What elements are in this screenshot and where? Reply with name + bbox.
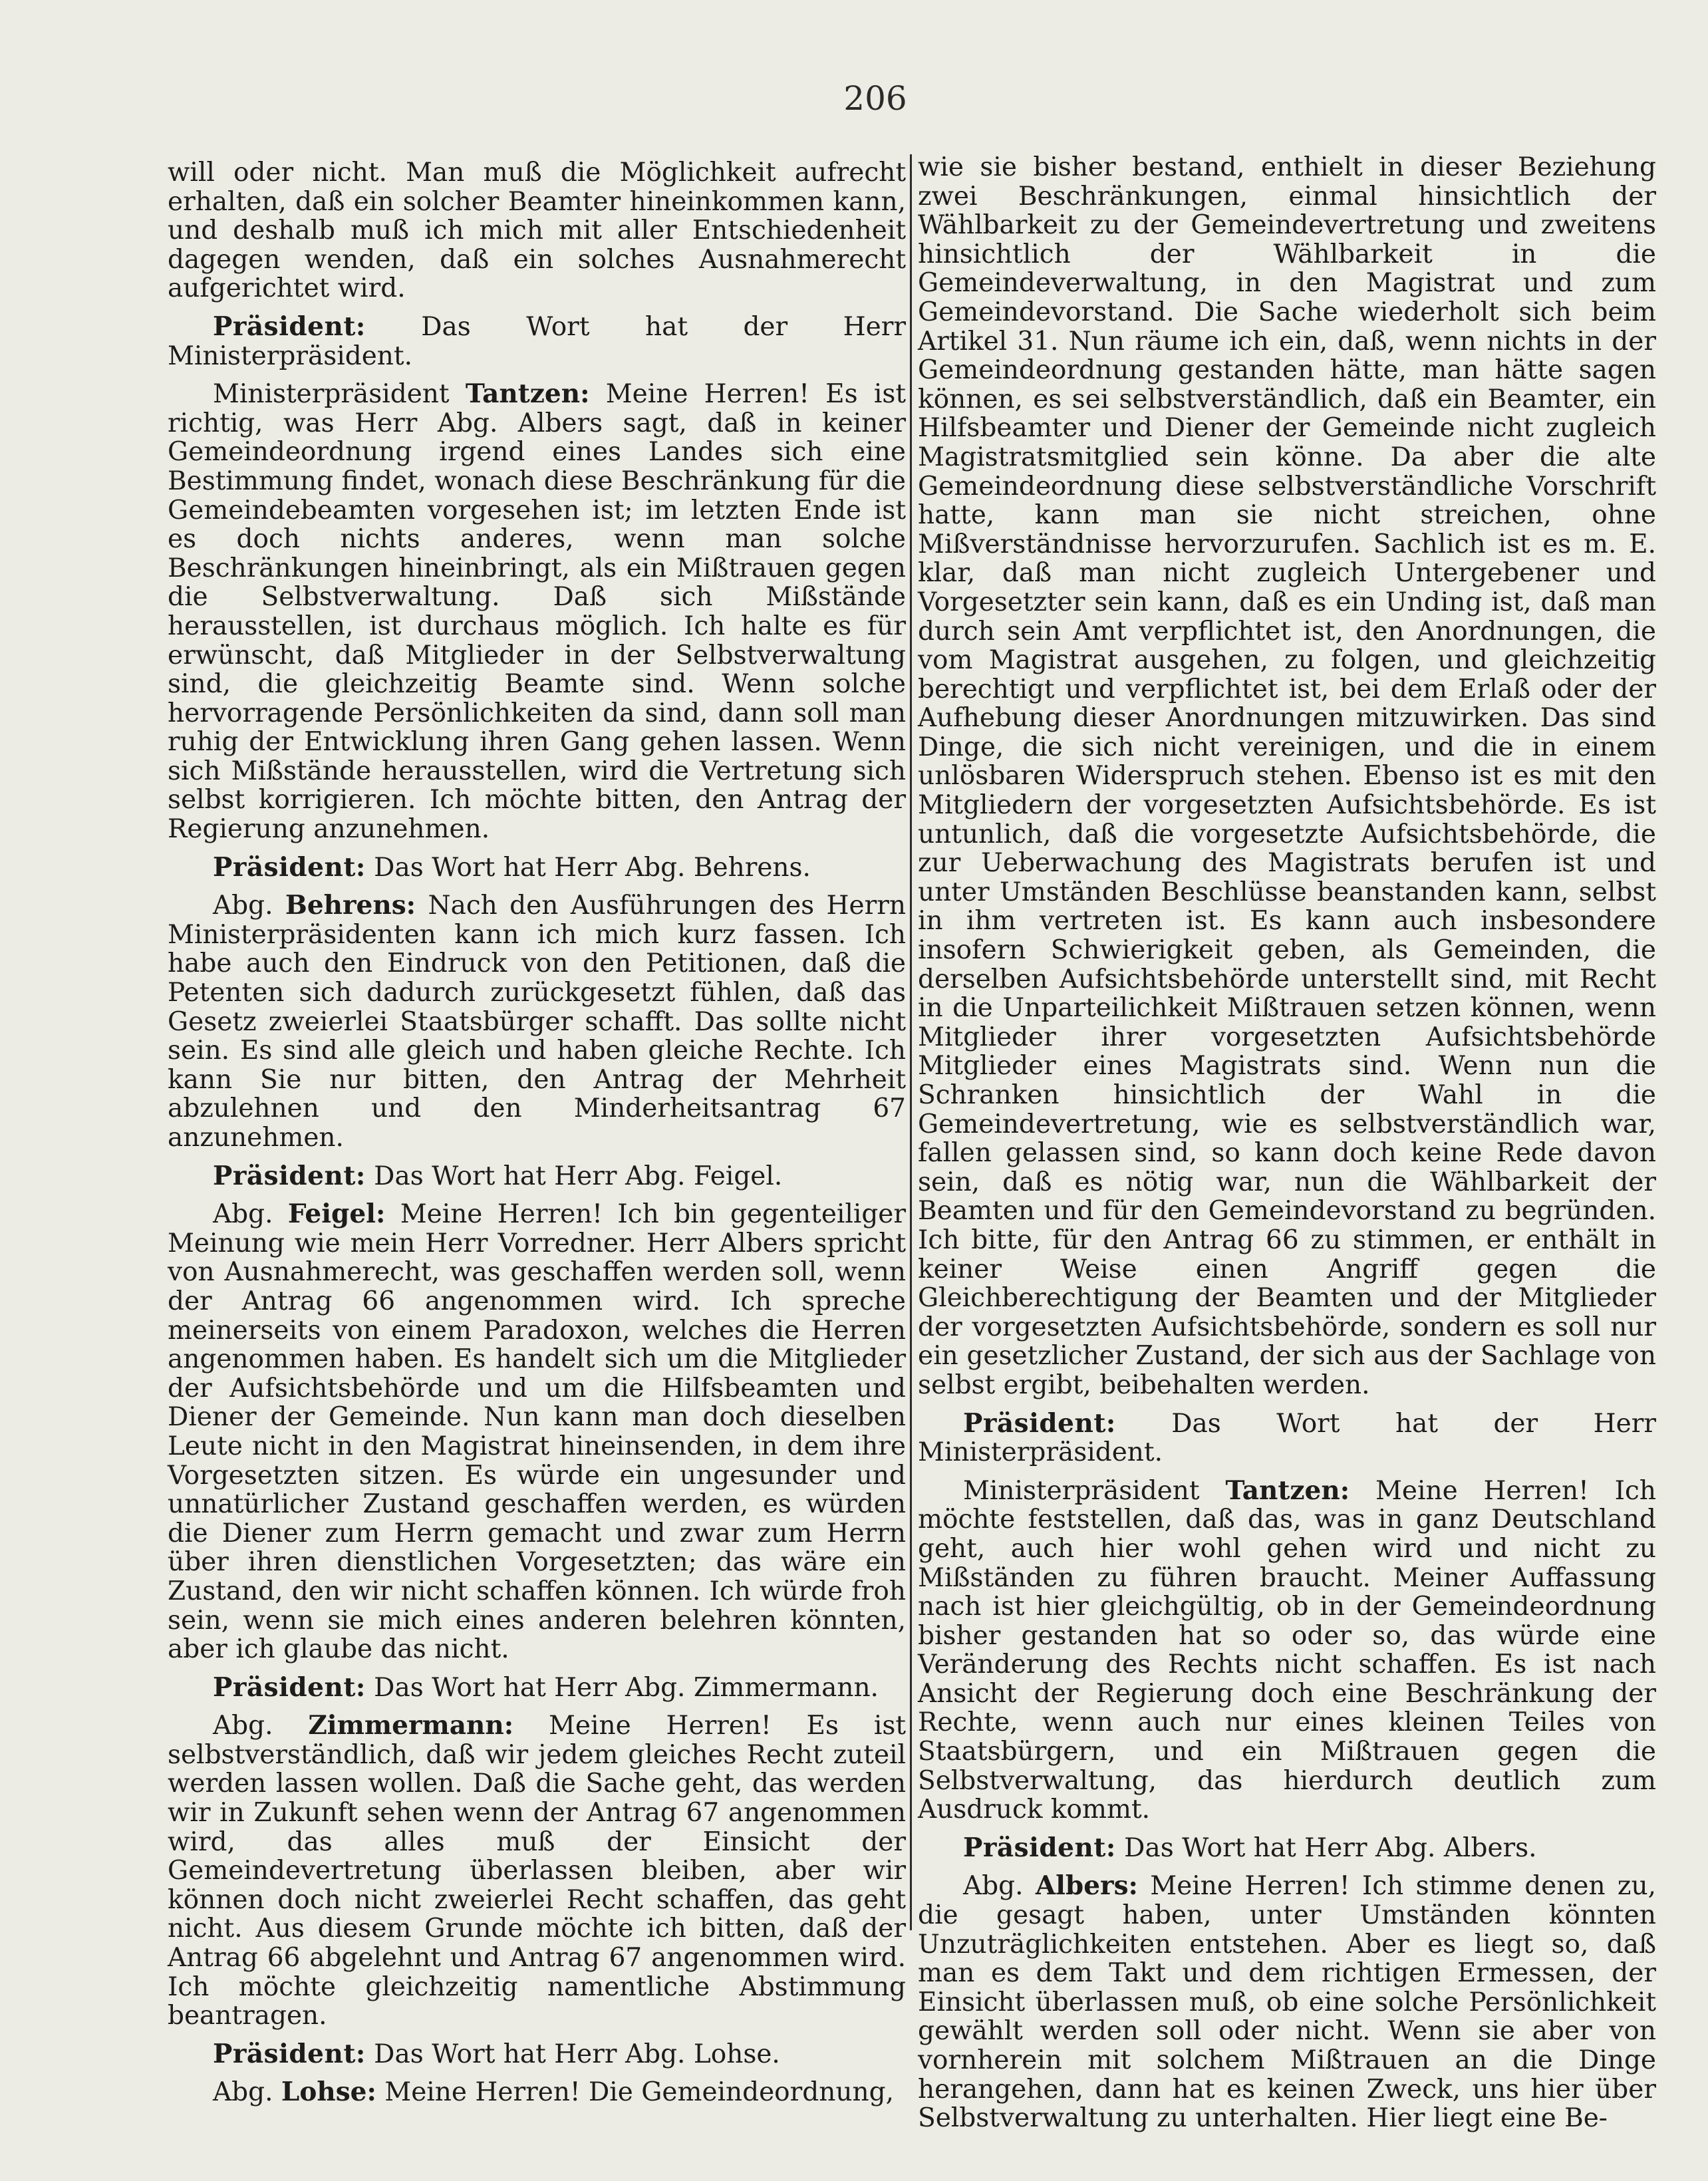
speech-paragraph: Ministerpräsident Tantzen: Meine Herren! Es ist richtig, was Herr Abg. Albers sagt, daß in keiner Gemeindeordnung irgend eines Landes sich eine Bestimmung findet, wonach diese Beschränkung für die Gemeindebeamten vorgesehen ist; im letzten Ende ist es doch nichts anderes, wenn man solche Beschränkungen hineinbringt, als ein Mißtrauen gegen die Selbstverwaltung. Daß sich Mißstände herausstellen, ist durchaus möglich. Ich halte es für erwünscht, daß Mitglieder in der Selbstverwaltung sind, die gleichzeitig Beamte sind. Wenn solche hervorragende Persönlichkeiten da sind, dann soll man ruhig der Entwicklung ihren Gang gehen lassen. Wenn sich Mißstände herausstellen, wird die Vertretung sich selbst korrigieren. Ich möchte bitten, den Antrag der Regierung anzunehmen. — [168, 378, 907, 845]
speech-paragraph: Abg. Behrens: Nach den Ausführungen des Herrn Ministerpräsidenten kann ich mich kurz fassen. Ich habe auch den Eindruck von den Petitionen, daß die Petenten sich dadurch zurückgesetzt fühlen, daß das Gesetz zweierlei Staatsbürger schafft. Das sollte nicht sein. Es sind alle gleich und haben gleiche Rechte. Ich kann Sie nur bitten, den Antrag der Mehrheit abzulehnen und den Minderheitsantrag 67 anzunehmen. — [168, 890, 906, 1153]
president-statement: Präsident: Das Wort hat Herr Abg. Lohse. — [213, 2038, 780, 2069]
president-statement: Präsident: Das Wort hat der Herr Ministerpräsident. — [918, 1407, 1657, 1468]
president-statement: Präsident: Das Wort hat Herr Abg. Behrens. — [213, 851, 811, 883]
paragraph-continuation: wie sie bisher bestand, enthielt in dieser Beziehung zwei Beschränkungen, einmal hinsichtlich der Wählbarkeit zu der Gemeindevertretung und zweitens hinsichtlich der Wählbarkeit in die Gemeindeverwaltung, in den Magistrat und zum Gemeindevorstand. Die Sache wiederholt sich beim Artikel 31. Nun räume ich ein, daß, wenn nichts in der Gemeindeordnung gestanden hätte, man hätte sagen können, es sei selbstverständlich, daß ein Beamter, ein Hilfsbeamter und Diener der Gemeinde nicht zugleich Magistratsmitglied sein könne. Da aber die alte Gemeindeordnung diese selbstverständliche Vorschrift hatte, kann man sie nicht streichen, ohne Mißverständnisse hervorzurufen. Sachlich ist es m. E. klar, daß man nicht zugleich Untergebener und Vorgesetzter sein kann, daß es ein Unding ist, daß man durch sein Amt verpflichtet ist, den Anordnungen, die vom Magistrat ausgehen, zu folgen, und gleichzeitig berechtigt und verpflichtet ist, bei dem Erlaß oder der Aufhebung dieser Anordnungen mitzuwirken. Das sind Dinge, die sich nicht vereinigen, und die in einem unlösbaren Widerspruch stehen. Ebenso ist es mit den Mitgliedern der vorgesetzten Aufsichtsbehörde. Es ist untunlich, daß die vorgesetzte Aufsichtsbehörde, die zur Ueberwachung des Magistrats berufen ist und unter Umständen Beschlüsse beanstanden kann, selbst in ihm vertreten ist. Es kann auch insbesondere insofern Schwierigkeit geben, als Gemeinden, die derselben Aufsichtsbehörde unterstellt sind, mit Recht in die Unparteilichkeit Mißtrauen setzen können, wenn Mitglieder ihrer vorgesetzten Aufsichtsbehörde Mitglieder eines Magistrats sind. Wenn nun die Schranken hinsichtlich der Wahl in die Gemeindevertretung, wie es selbstverständlich war, fallen gelassen sind, so kann doch keine Rede davon sein, daß es nötig war, nun die Wählbarkeit der Beamten und für den Gemeindevorstand zu begründen. Ich bitte, für den Antrag 66 zu stimmen, er enthält in keiner Weise einen Angriff gegen die Gleichberechtigung der Beamten und der Mitglieder der vorgesetzten Aufsichtsbehörde, sondern es soll nur ein gesetzlicher Zustand, der sich aus der Sachlage von selbst ergibt, beibehalten werden. — [918, 152, 1656, 1400]
president-statement: Präsident: Das Wort hat Herr Abg. Zimmermann. — [213, 1672, 879, 1703]
left-column — [168, 158, 906, 2107]
speech-paragraph: Abg. Albers: Meine Herren! Ich stimme denen zu, die gesagt haben, unter Umständen könnten Unzuträglichkeiten entstehen. Aber es liegt so, daß man es dem Takt und dem richtigen Ermessen, der Einsicht überlassen muß, ob eine solche Persönlichkeit gewählt werden soll oder nicht. Wenn sie aber von vornherein mit solchem Mißtrauen an die Dinge herangehen, dann hat es keinen Zweck, uns hier über Selbstverwaltung zu unterhalten. Hier liegt eine Be- — [918, 1870, 1656, 2134]
speech-paragraph: Ministerpräsident Tantzen: Meine Herren! Ich möchte feststellen, daß das, was in ganz Deutschland geht, auch hier wohl gehen wird und nicht zu Mißständen zu führen braucht. Meiner Auffassung nach ist hier gleichgültig, ob in der Gemeindeordnung bisher gestanden hat so oder so, das würde eine Veränderung des Rechts nicht schaffen. Es ist nach Ansicht der Regierung doch eine Beschränkung der Rechte, wenn auch nur eines kleinen Teiles von Staatsbürgern, und ein Mißtrauen gegen die Selbstverwaltung, das hierdurch deutlich zum Ausdruck kommt. — [918, 1475, 1657, 1825]
paragraph-continuation: will oder nicht. Man muß die Möglichkeit aufrecht erhalten, daß ein solcher Beamter hineinkommen kann, und deshalb muß ich mich mit aller Entschiedenheit dagegen wenden, daß ein solches Ausnahmerecht aufgerichtet wird. — [168, 158, 906, 304]
column-divider — [910, 154, 912, 1930]
speech-paragraph: Abg. Feigel: Meine Herren! Ich bin gegenteiliger Meinung wie mein Herr Vorredner. Herr Albers spricht von Ausnahmerecht, was geschaffen werden soll, wenn der Antrag 66 angenommen wird. Ich spreche meinerseits von einem Paradoxon, welches die Herren angenommen haben. Es handelt sich um die Mitglieder der Aufsichtsbehörde und um die Hilfsbeamten und Diener der Gemeinde. Nun kann man doch dieselben Leute nicht in den Magistrat hineinsenden, in dem ihre Vorgesetzten sitzen. Es würde ein ungesunder und unnatürlicher Zustand geschaffen werden, es würden die Diener zum Herrn gemacht und zwar zum Herrn über ihren dienstlichen Vorgesetzten; das wäre ein Zustand, den wir nicht schaffen können. Ich würde froh sein, wenn sie mich eines anderen belehren könnten, aber ich glaube das nicht. — [168, 1199, 907, 1665]
page-number: 206 — [843, 79, 907, 118]
president-statement: Präsident: Das Wort hat Herr Abg. Albers. — [963, 1832, 1537, 1863]
president-statement: Präsident: Das Wort hat der Herr Ministerpräsident. — [168, 311, 907, 371]
speech-paragraph: Abg. Zimmermann: Meine Herren! Es ist selbstverständlich, daß wir jedem gleiches Recht zuteil werden lassen wollen. Daß die Sache geht, das werden wir in Zukunft sehen wenn der Antrag 67 angenommen wird, das alles muß der Einsicht der Gemeindevertretung überlassen bleiben, aber wir können doch nicht zweierlei Recht schaffen, das geht nicht. Aus diesem Grunde möchte ich bitten, daß der Antrag 66 abgelehnt und Antrag 67 angenommen wird. Ich möchte gleichzeitig namentliche Abstimmung beantragen. — [168, 1710, 907, 2031]
right-column — [918, 153, 1656, 2133]
president-statement: Präsident: Das Wort hat Herr Abg. Feigel. — [213, 1160, 783, 1191]
speech-paragraph: Abg. Lohse: Meine Herren! Die Gemeindeordnung, — [213, 2077, 894, 2108]
